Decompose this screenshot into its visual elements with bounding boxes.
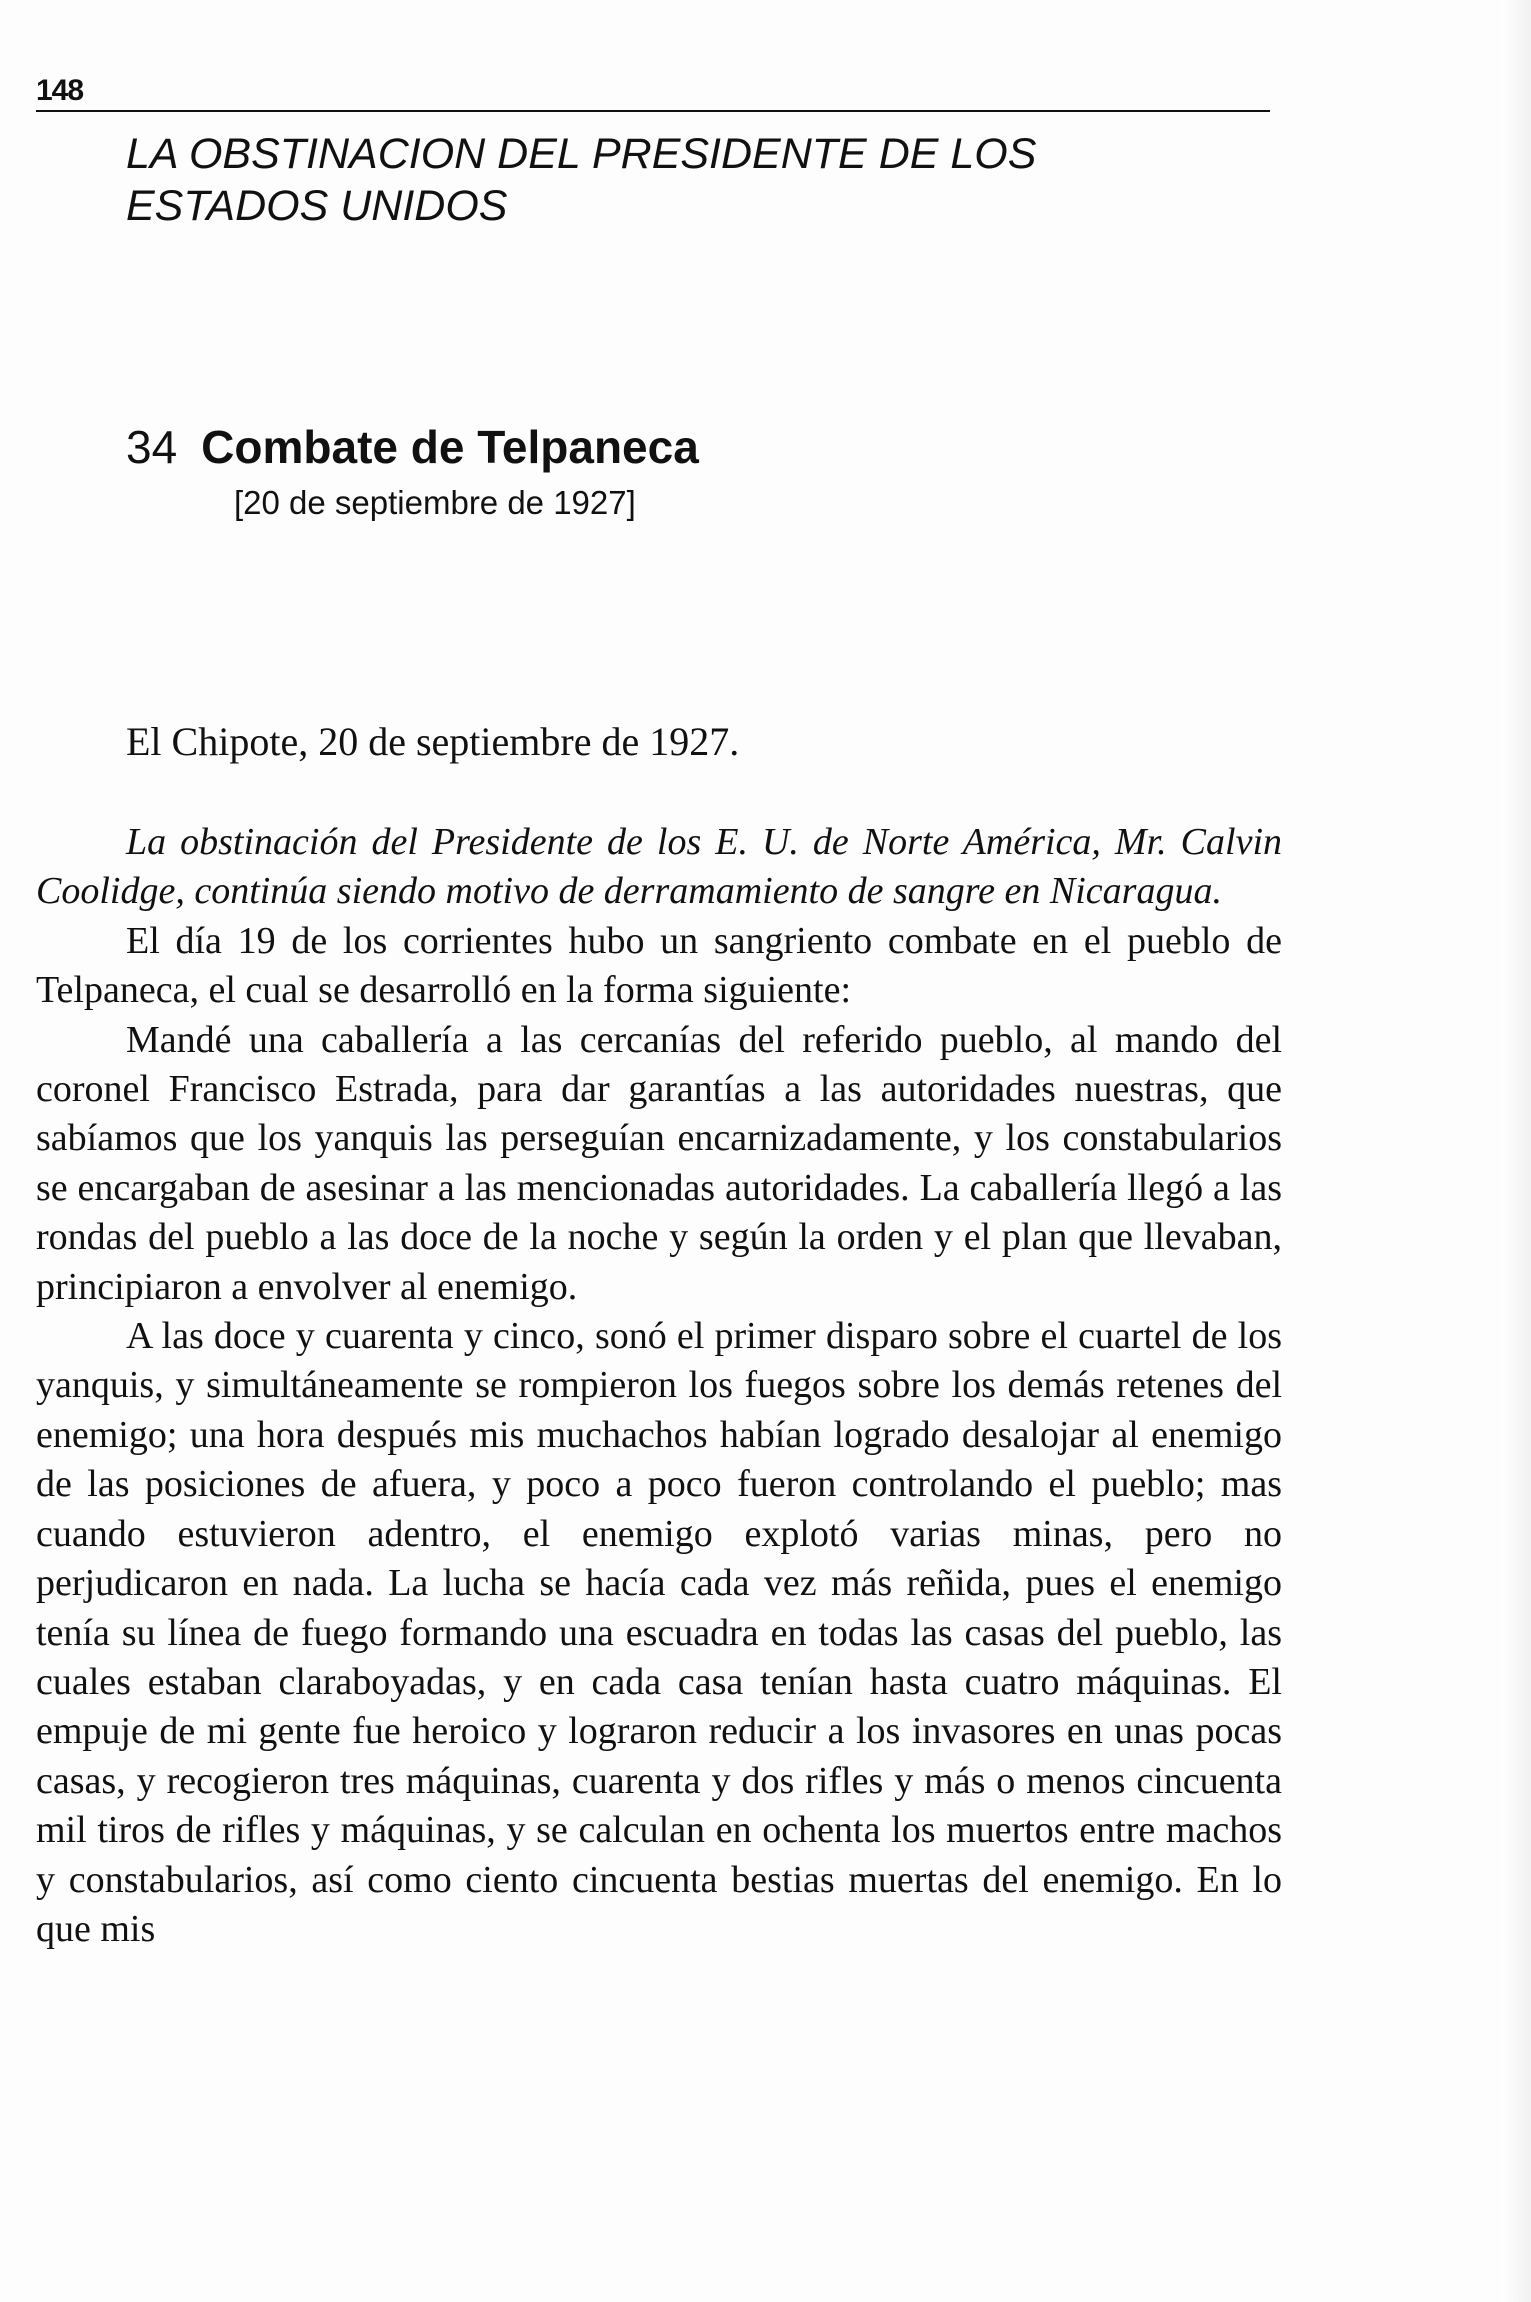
paragraph: El día 19 de los corrientes hubo un sangriento combate en el pueblo de Telpaneca, el cual se desarrolló en la forma siguiente: <box>36 919 1282 1012</box>
letter-dateline: El Chipote, 20 de septiembre de 1927. <box>126 719 740 764</box>
chapter-title: Combate de Telpaneca <box>201 421 699 473</box>
running-title: LA OBSTINACION DEL PRESIDENTE DE LOS ESTADOS UNIDOS <box>126 130 1037 230</box>
page-number: 148 <box>36 74 84 107</box>
letter-body <box>36 818 1282 1954</box>
paragraph-lead: La obstinación del Presidente de los E. U. de Norte América, Mr. Calvin Coolidge, continúa siendo motivo de derramamiento de sangre en Nicaragua. <box>36 821 1282 913</box>
chapter-date: [20 de septiembre de 1927] <box>234 484 636 521</box>
chapter-heading <box>126 420 699 474</box>
chapter-number: 34 <box>126 421 178 473</box>
paragraph: Mandé una caballería a las cercanías del referido pueblo, al mando del coronel Francisco Estrada, para dar garantías a las autoridades nuestras, que sabíamos que los yanquis las perseguían encarnizadamente, y los constabularios se encargaban de asesinar a las mencionadas autoridades. La caballería llegó a las rondas del pueblo a las doce de la noche y según la orden y el plan que llevaban, principiaron a envolver al enemigo. <box>36 1018 1282 1308</box>
page-edge-shadow <box>1501 0 1531 2302</box>
header-rule <box>36 110 1270 112</box>
paragraph: A las doce y cuarenta y cinco, sonó el primer disparo sobre el cuartel de los yanquis, y simultáneamente se rompieron los fuegos sobre los demás retenes del enemigo; una hora después mis muchachos habían logrado desalojar al enemigo de las posiciones de afuera, y poco a poco fueron controlando el pueblo; mas cuando estuvieron adentro, el enemigo explotó varias minas, pero no perjudicaron en nada. La lucha se hacía cada vez más reñida, pues el enemigo tenía su línea de fuego formando una escuadra en todas las casas del pueblo, las cuales estaban claraboyadas, y en cada casa tenían hasta cuatro máquinas. El empuje de mi gente fue heroico y lograron reducir a los invasores en unas pocas casas, y recogieron tres máquinas, cuarenta y dos rifles y más o menos cincuenta mil tiros de rifles y máquinas, y se calculan en ochenta los muertos entre machos y constabularios, así como ciento cincuenta bestias muertas del enemigo. En lo que mis <box>36 1315 1282 1950</box>
